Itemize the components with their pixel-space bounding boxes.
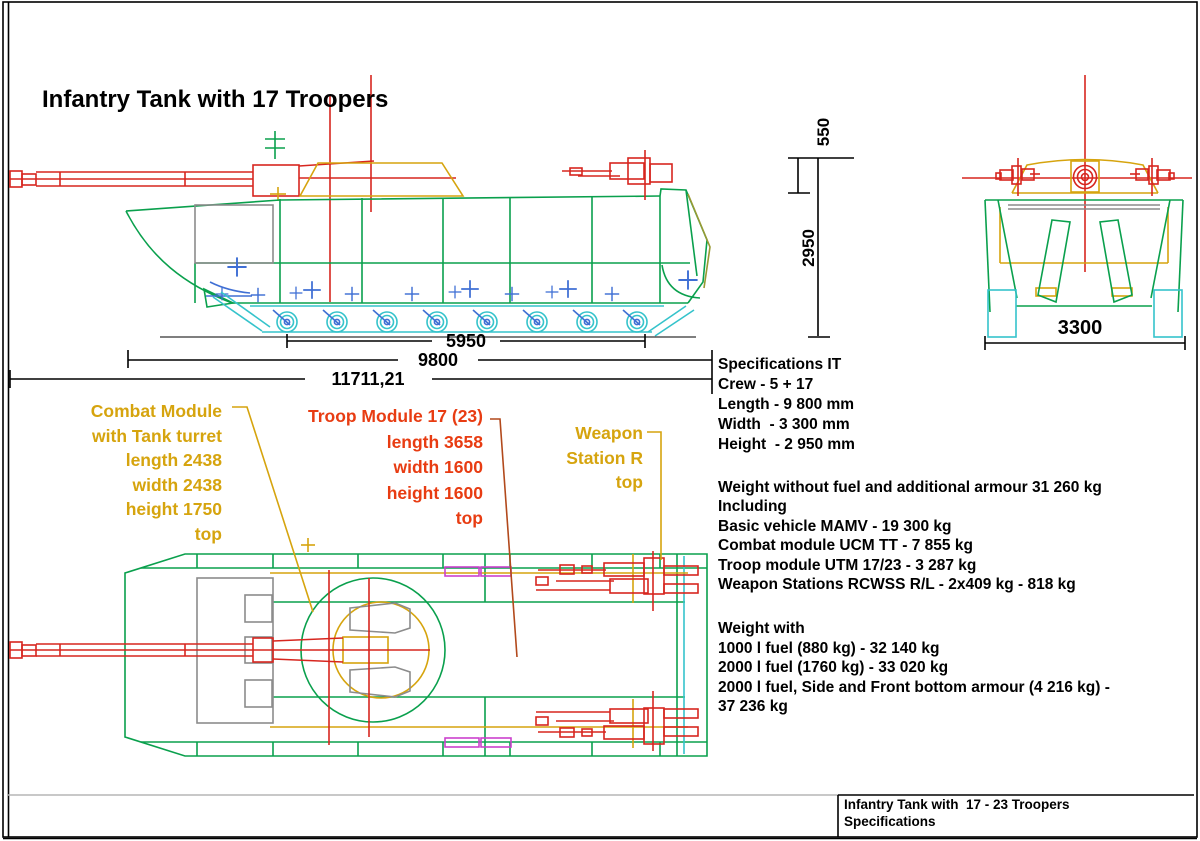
spec-weight-line: Weapon Stations RCWSS R/L - 2x409 kg - 818 kg	[718, 576, 1076, 593]
gun-barrel-top	[10, 570, 430, 745]
top-view	[10, 538, 707, 756]
combat-module-label-line: Combat Module	[90, 401, 222, 421]
spec-weight-with-line: 1000 l fuel (880 kg) - 32 140 kg	[718, 640, 940, 657]
dim-overall-length: 11711,21	[331, 369, 405, 389]
combat-module-label-line: top	[194, 523, 222, 544]
roof-lines-front	[1008, 205, 1160, 209]
spec-weight-with-line: Weight with	[718, 620, 805, 637]
spec-weight-line: Troop module UTM 17/23 - 3 287 kg	[718, 557, 977, 574]
spec-line: Length - 9 800 mm	[718, 396, 855, 413]
title-block-line2: Specifications	[844, 813, 936, 829]
road-wheels	[273, 310, 647, 332]
troop-module-label-line: height 1600	[386, 482, 483, 503]
dim-track-length: 5950	[445, 331, 487, 351]
spec-line: Crew - 5 + 17	[718, 376, 814, 393]
combat-module-label	[48, 399, 222, 546]
troop-module-label-line: top	[455, 508, 483, 528]
title-block-line1: Infantry Tank with 17 - 23 Troopers	[844, 797, 1070, 812]
spec-weight-line: Basic vehicle MAMV - 19 300 kg	[718, 518, 952, 535]
spec-weight-with-line: 37 236 kg	[718, 698, 788, 715]
dim-hull-length: 9800	[417, 350, 459, 370]
spec-heading: Specifications IT	[718, 356, 842, 373]
combat-module-label-line: width 2438	[132, 474, 222, 495]
spec-weight-with-line: 2000 l fuel (1760 kg) - 33 020 kg	[718, 659, 949, 676]
page-title: Infantry Tank with 17 Troopers	[42, 86, 389, 113]
troop-module-label-line: width 1600	[393, 457, 483, 477]
survey-marker	[265, 131, 285, 159]
equipment-racks	[445, 567, 511, 747]
troop-module-label-line: length 3658	[386, 431, 483, 452]
title-block	[844, 797, 1070, 830]
weapon-station-label-line: Weapon	[575, 423, 643, 443]
spec-weight-line: Weight without fuel and additional armour 31 260 kg	[718, 479, 1102, 496]
troop-module-label	[270, 404, 483, 532]
troop-module-leader	[490, 419, 517, 657]
dim-rcws-height: 550	[814, 117, 833, 147]
dim-overall-width: 3300	[1057, 317, 1103, 339]
combat-module-label-line: height 1750	[125, 499, 222, 519]
weapon-station-label-line: top	[615, 472, 643, 492]
weapon-station-label	[545, 421, 643, 495]
rear-ramp-edge	[688, 194, 710, 288]
spec-line: Width - 3 300 mm	[718, 416, 850, 433]
hull-side	[126, 189, 707, 307]
track-side	[213, 292, 694, 336]
hatch-panel-side	[195, 205, 273, 263]
troop-module-label-line: Troop Module 17 (23)	[307, 406, 483, 426]
combat-module-label-line: with Tank turret	[92, 425, 222, 446]
spec-line: Height - 2 950 mm	[718, 436, 855, 453]
side-view	[10, 75, 710, 337]
weapon-station-leader	[647, 432, 661, 560]
front-view	[962, 75, 1192, 337]
dim-overall-height: 2950	[799, 229, 818, 267]
weapon-station-label-line: Station R	[566, 447, 643, 468]
spec-weight-line: Including	[718, 498, 787, 515]
combat-module-label-line: length 2438	[125, 450, 222, 470]
rcws-side	[562, 150, 672, 200]
spec-weight-line: Combat module UCM TT - 7 855 kg	[718, 537, 973, 554]
spec-weight-with-line: 2000 l fuel, Side and Front bottom armour (4 216 kg) -	[718, 679, 1110, 696]
dimension-lines	[10, 158, 1185, 394]
